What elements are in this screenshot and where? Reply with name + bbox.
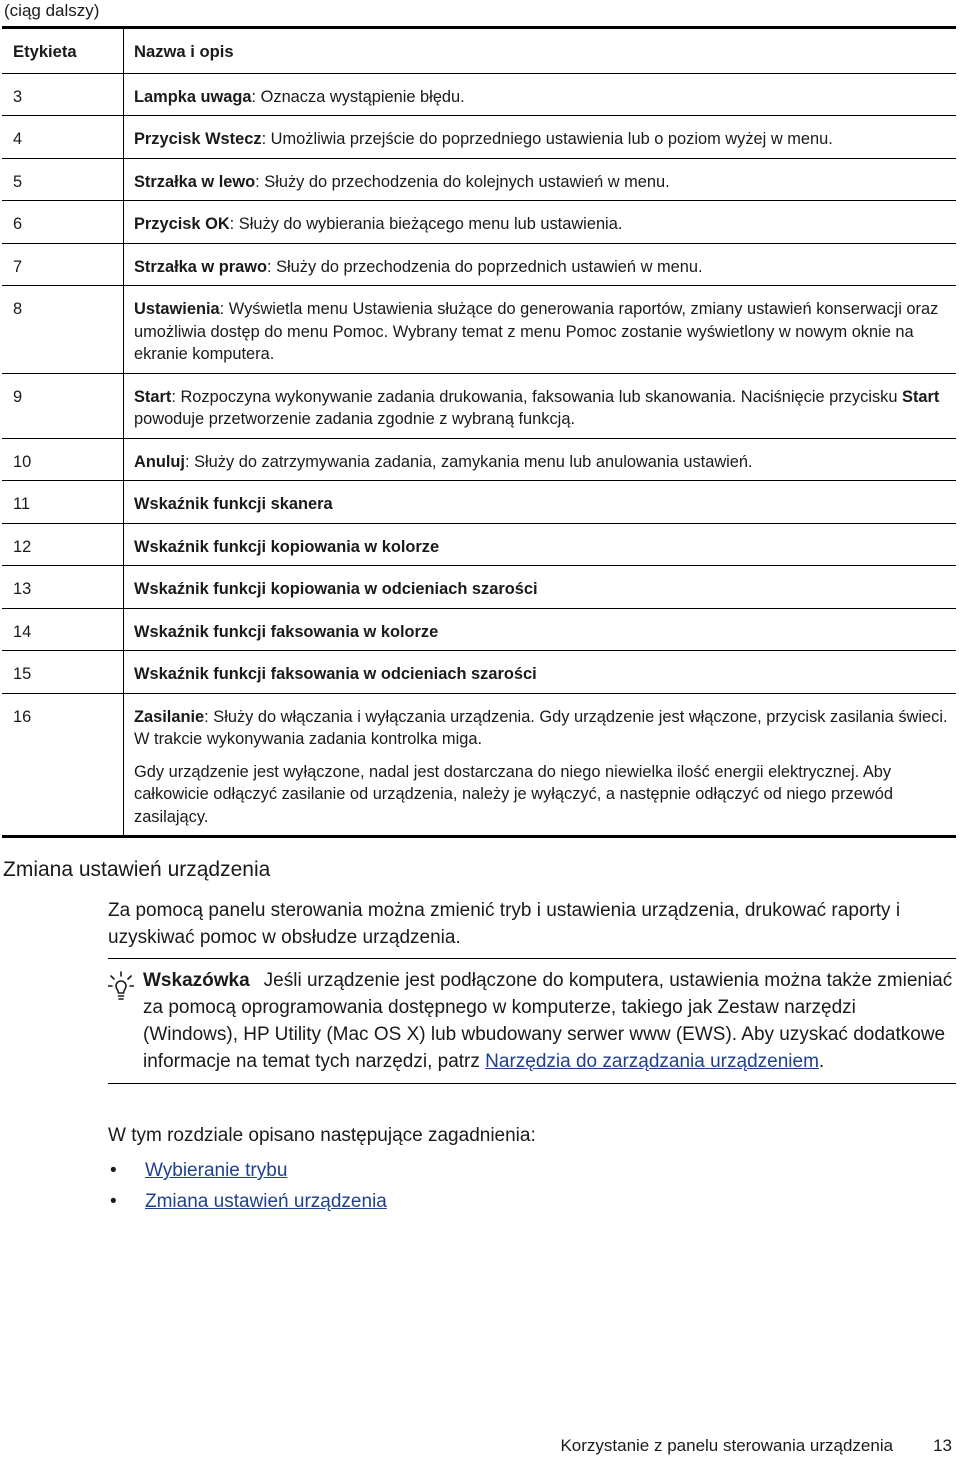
table-row: [2, 651, 956, 694]
page-footer: [560, 1435, 952, 1457]
row-number: 8: [2, 286, 124, 373]
row-description: [124, 244, 956, 286]
tip-end: .: [818, 1051, 825, 1072]
topic-list: [108, 1157, 387, 1219]
row-description: [124, 694, 956, 836]
table-row: [2, 286, 956, 374]
row-title: Wskaźnik funkcji faksowania w kolorze: [134, 622, 439, 641]
row-text: : Służy do przechodzenia do poprzednich ustawień w menu.: [267, 257, 703, 276]
row-title: Wskaźnik funkcji kopiowania w odcieniach szarości: [134, 580, 538, 598]
link-select-mode[interactable]: Wybieranie trybu: [145, 1160, 288, 1181]
row-title: Lampka uwaga: [134, 87, 252, 106]
continued-label: (ciąg dalszy): [4, 1, 100, 20]
row-title: Przycisk OK: [134, 215, 230, 233]
table-row: [2, 694, 956, 839]
row-number: 14: [2, 609, 124, 651]
tip-text: [143, 967, 956, 1075]
row-title: Zasilanie: [134, 707, 205, 726]
row-description: [124, 609, 956, 651]
lightbulb-icon: [108, 971, 134, 1001]
footer-text: Korzystanie z panelu sterowania urządzenia: [560, 1436, 894, 1455]
row-text: : Służy do przechodzenia do kolejnych ustawień w menu.: [255, 172, 670, 191]
row-description: [124, 566, 956, 608]
table-row: [2, 201, 956, 244]
table-row: [2, 159, 956, 202]
row-number: 4: [2, 116, 124, 158]
bullet-icon: •: [110, 1160, 117, 1181]
page-number: 13: [933, 1436, 952, 1455]
row-title: Ustawienia: [134, 300, 220, 318]
row-title: Wskaźnik funkcji kopiowania w kolorze: [134, 537, 440, 556]
table-row: [2, 566, 956, 609]
tools-link[interactable]: Narzędzia do zarządzania urządzeniem: [485, 1051, 819, 1072]
row-description: [124, 439, 956, 481]
table-row: [2, 524, 956, 567]
row-description: [124, 651, 956, 693]
section-heading: Zmiana ustawień urządzenia: [3, 858, 271, 881]
table-row: [2, 439, 956, 482]
row-number: 11: [2, 481, 124, 523]
row-description: [124, 74, 956, 116]
row-description: [124, 374, 956, 438]
row-number: 15: [2, 651, 124, 693]
list-item: [108, 1188, 387, 1215]
row-bold-inline: Start: [902, 387, 940, 406]
row-number: 12: [2, 524, 124, 566]
row-paragraph-2: Gdy urządzenie jest wyłączone, nadal jest dostarczana do niego niewielka ilość energii elektrycznej. Aby całkowicie odłączyć zasilanie od urządzenia, należy je wyłączyć, a następnie odłączyć od niego przewód zasilający.: [134, 762, 893, 826]
row-title: Przycisk Wstecz: [134, 130, 262, 148]
row-title: Wskaźnik funkcji faksowania w odcieniach szarości: [134, 665, 537, 683]
table-row: [2, 374, 956, 439]
list-intro: W tym rozdziale opisano następujące zagadnienia:: [108, 1125, 536, 1146]
link-change-settings[interactable]: Zmiana ustawień urządzenia: [145, 1191, 387, 1212]
row-number: 5: [2, 159, 124, 201]
row-title: Wskaźnik funkcji skanera: [134, 495, 333, 513]
list-item: [108, 1157, 387, 1184]
row-text: : Służy do włączania i wyłączania urządzenia. Gdy urządzenie jest włączone, przycisk zasilania świeci. W trakcie wykonywania zadania kontrolka miga.: [134, 707, 948, 748]
table-row: [2, 609, 956, 652]
row-description: [124, 116, 956, 158]
row-description: [124, 524, 956, 566]
row-text: : Umożliwia przejście do poprzedniego ustawienia lub o poziom wyżej w menu.: [261, 130, 833, 148]
row-number: 13: [2, 566, 124, 608]
row-title: Strzałka w prawo: [134, 257, 267, 276]
row-text: : Służy do wybierania bieżącego menu lub ustawienia.: [229, 215, 623, 233]
tip-box: [108, 958, 956, 1084]
tip-body: Jeśli urządzenie jest podłączone do komputera, ustawienia można także zmieniać za pomocą oprogramowania dostępnego w komputerze, takiego jak Zestaw narzędzi (Windows), HP Utility (Mac OS X) lub wbudowany serwer www (EWS). Aby uzyskać dodatkowe informacje na temat tych narzędzi, patrz: [143, 970, 953, 1072]
table-row: [2, 481, 956, 524]
section-intro: Za pomocą panelu sterowania można zmienić tryb i ustawienia urządzenia, drukować raporty i uzyskiwać pomoc w obsłudze urządzenia.: [108, 900, 901, 948]
table-header-row: [2, 29, 956, 74]
row-title: Anuluj: [134, 452, 185, 471]
row-number: 6: [2, 201, 124, 243]
row-paragraph: [134, 706, 948, 751]
header-name: Nazwa i opis: [134, 42, 234, 61]
tip-label: Wskazówka: [143, 970, 250, 991]
row-text-cont: powoduje przetworzenie zadania zgodnie z wybraną funkcją.: [134, 410, 575, 428]
row-number: 10: [2, 439, 124, 481]
header-label: Etykieta: [2, 29, 124, 73]
row-description: [124, 201, 956, 243]
row-description: [124, 286, 956, 373]
row-description: [124, 159, 956, 201]
table-row: [2, 116, 956, 159]
row-description: [124, 481, 956, 523]
row-number: 3: [2, 74, 124, 116]
table-row: [2, 74, 956, 117]
row-title: Strzałka w lewo: [134, 172, 256, 191]
row-title: Start: [134, 387, 172, 406]
row-text: : Służy do zatrzymywania zadania, zamykania menu lub anulowania ustawień.: [184, 452, 753, 471]
row-text: : Rozpoczyna wykonywanie zadania drukowania, faksowania lub skanowania. Naciśnięcie przycisku: [171, 387, 903, 406]
row-number: 9: [2, 374, 124, 438]
table-row: [2, 244, 956, 287]
row-text: : Oznacza wystąpienie błędu.: [251, 87, 465, 106]
bullet-icon: •: [110, 1191, 117, 1212]
row-number: 7: [2, 244, 124, 286]
row-number: 16: [2, 694, 124, 836]
row-text: : Wyświetla menu Ustawienia służące do generowania raportów, zmiany ustawień konserwacji oraz umożliwia dostęp do menu Pomoc. Wybrany temat z menu Pomoc zostanie wyświetlony w nowym oknie na ekranie komputera.: [134, 300, 939, 363]
control-panel-table: [2, 26, 956, 838]
